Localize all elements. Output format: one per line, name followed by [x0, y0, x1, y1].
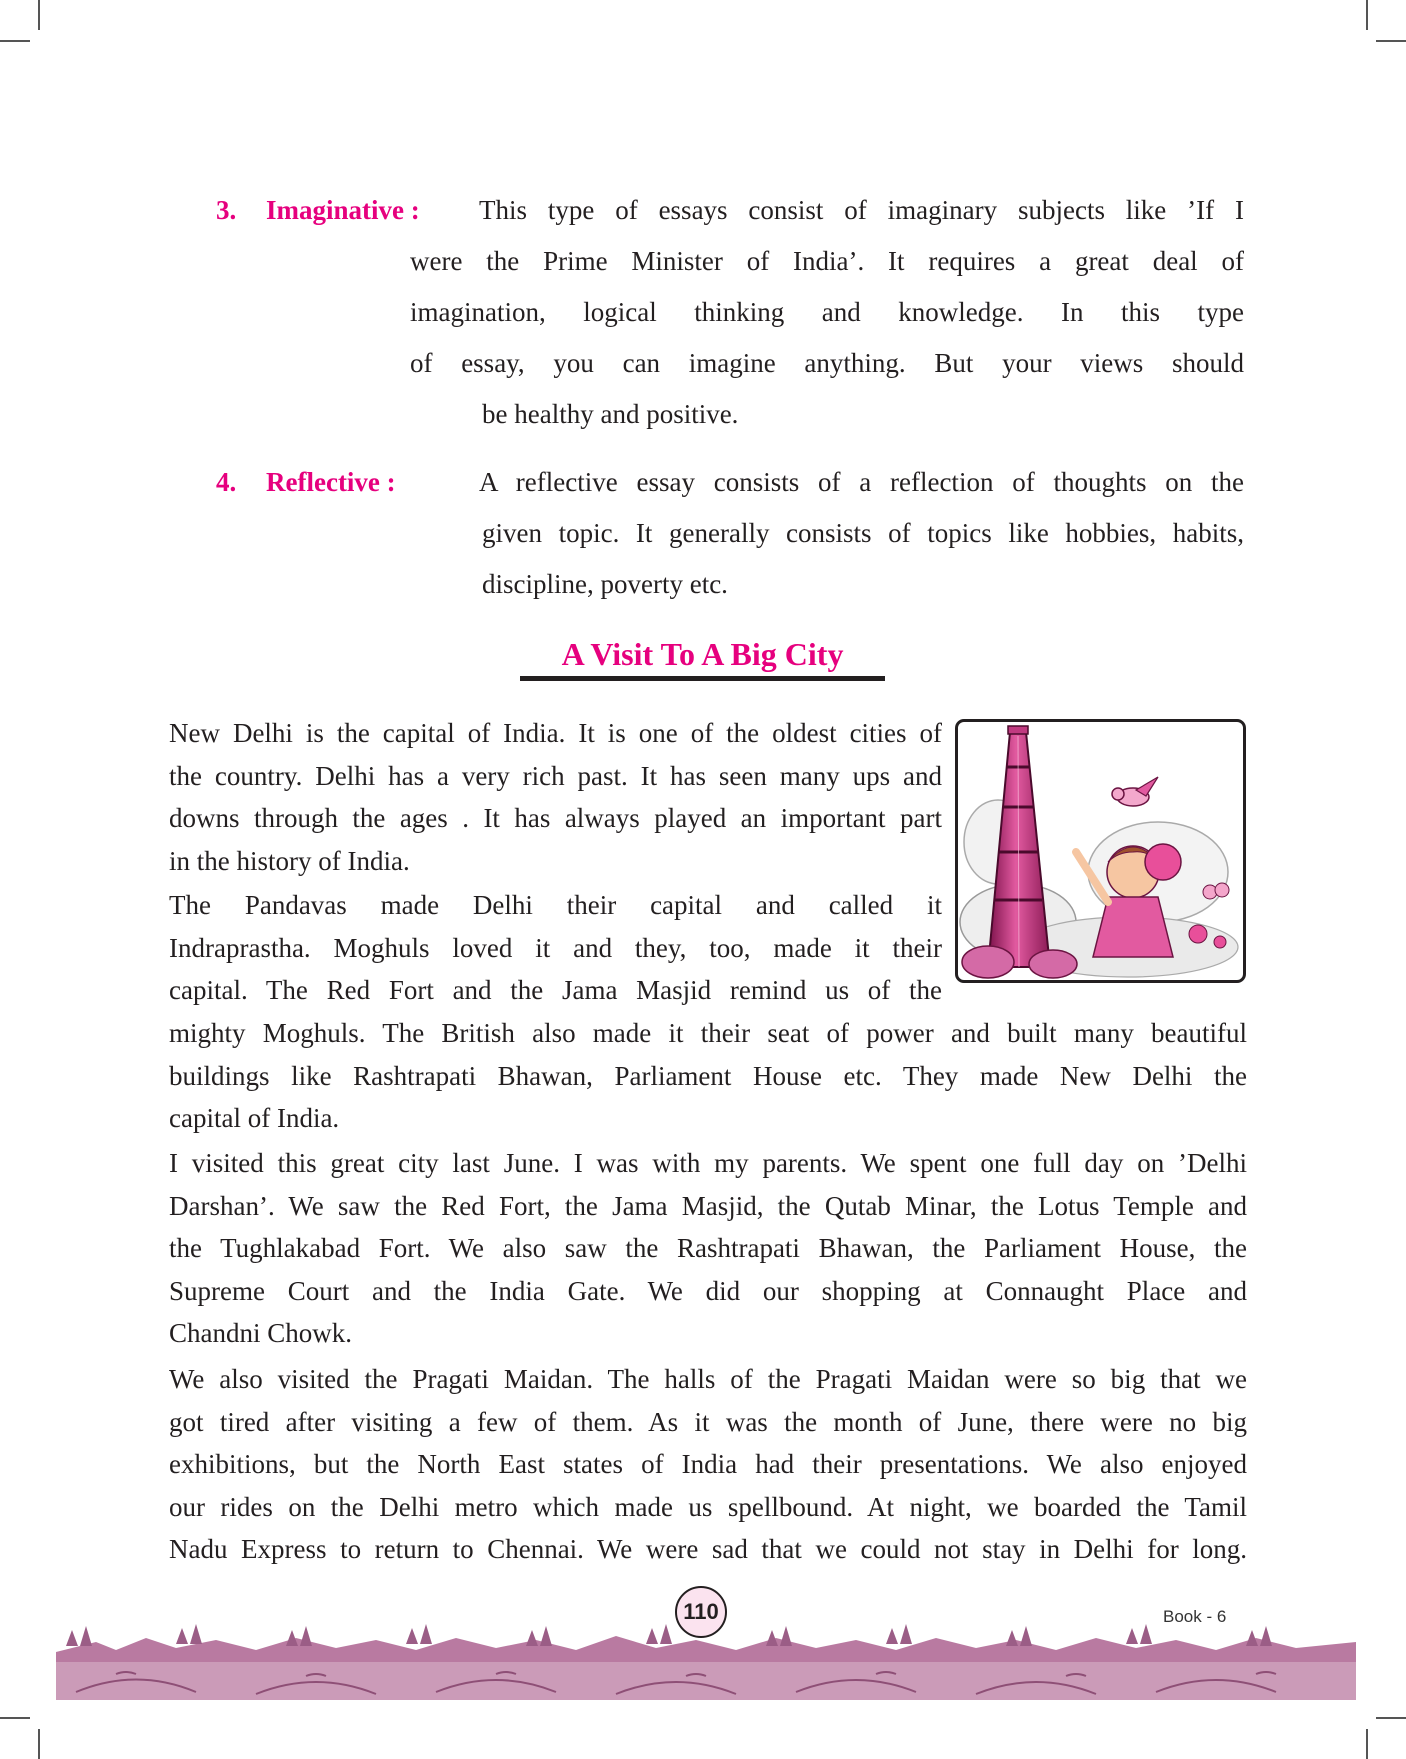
qutab-minar-drawing: [958, 722, 1243, 980]
item-label: Reflective :: [266, 467, 396, 497]
title-underline: [520, 676, 885, 681]
crop-mark: [1366, 1729, 1368, 1759]
crop-mark: [1376, 40, 1406, 42]
paragraph-line: the country. Delhi has a very rich past. It has seen many ups and: [169, 760, 942, 791]
crop-mark: [38, 0, 40, 30]
paragraph-line: our rides on the Delhi metro which made us spellbound. At night, we boarded the Tamil: [169, 1491, 1247, 1522]
paragraph-line: downs through the ages . It has always played an important part: [169, 803, 942, 833]
item-text-line: This type of essays consist of imaginary subjects like ’If I: [479, 195, 1244, 225]
paragraph-line: New Delhi is the capital of India. It is one of the oldest cities of: [169, 718, 942, 748]
paragraph-line: got tired after visiting a few of them. As it was the month of June, there were no big: [169, 1406, 1247, 1437]
paragraph-line: We also visited the Pragati Maidan. The halls of the Pragati Maidan were so big that we: [169, 1364, 1247, 1394]
crop-mark: [0, 1717, 30, 1719]
paragraph-line: in the history of India.: [169, 845, 410, 876]
crop-mark: [0, 40, 30, 42]
paragraph-line: Nadu Express to return to Chennai. We were sad that we could not stay in Delhi for long.: [169, 1534, 1247, 1564]
paragraph-line: mighty Moghuls. The British also made it their seat of power and built many beautiful: [169, 1018, 1247, 1048]
item-number: 4.: [216, 467, 237, 497]
crop-mark: [1366, 0, 1368, 30]
essay-title: A Visit To A Big City: [561, 636, 844, 672]
paragraph-line: Supreme Court and the India Gate. We did our shopping at Connaught Place and: [169, 1275, 1247, 1306]
item-text-line: A reflective essay consists of a reflection of thoughts on the: [479, 467, 1244, 497]
item-text-line: imagination, logical thinking and knowledge. In this type: [410, 297, 1244, 327]
paragraph-line: Chandni Chowk.: [169, 1318, 353, 1348]
item-text-line: given topic. It generally consists of topics like hobbies, habits,: [482, 518, 1244, 548]
paragraph-line: buildings like Rashtrapati Bhawan, Parliament House etc. They made New Delhi the: [169, 1060, 1247, 1091]
paragraph-4: [169, 1358, 1247, 1571]
paragraph-line: capital. The Red Fort and the Jama Masjid remind us of the: [169, 975, 942, 1005]
item-text-line: discipline, poverty etc.: [482, 569, 728, 599]
page-number: 110: [675, 1586, 727, 1638]
paragraph-line: I visited this great city last June. I was with my parents. We spent one full day on ’Delhi: [169, 1148, 1247, 1178]
paragraph-line: The Pandavas made Delhi their capital and called it: [169, 890, 942, 920]
item-text-line: of essay, you can imagine anything. But your views should: [410, 348, 1244, 378]
paragraph-line: capital of India.: [169, 1103, 340, 1133]
paragraph-line: exhibitions, but the North East states of India had their presentations. We also enjoyed: [169, 1449, 1247, 1479]
crop-mark: [38, 1729, 40, 1759]
crop-mark: [1376, 1717, 1406, 1719]
item-label: Imaginative :: [266, 195, 420, 225]
paragraph-line: Darshan’. We saw the Red Fort, the Jama Masjid, the Qutab Minar, the Lotus Temple and: [169, 1190, 1247, 1221]
item-text-line: be healthy and positive.: [482, 399, 739, 429]
paragraph-3: [169, 1142, 1247, 1355]
item-number: 3.: [216, 195, 237, 225]
paragraph-1: [169, 712, 942, 882]
book-label: Book - 6: [1163, 1607, 1227, 1626]
paragraph-line: Indraprastha. Moghuls loved it and they, too, made it their: [169, 932, 942, 963]
paragraph-2: [169, 884, 942, 1012]
qutab-minar-illustration: [955, 719, 1246, 983]
paragraph-2-continued: [169, 1012, 1247, 1140]
paragraph-line: the Tughlakabad Fort. We also saw the Rashtrapati Bhawan, the Parliament House, the: [169, 1233, 1247, 1263]
item-text-line: were the Prime Minister of India’. It requires a great deal of: [410, 246, 1244, 276]
